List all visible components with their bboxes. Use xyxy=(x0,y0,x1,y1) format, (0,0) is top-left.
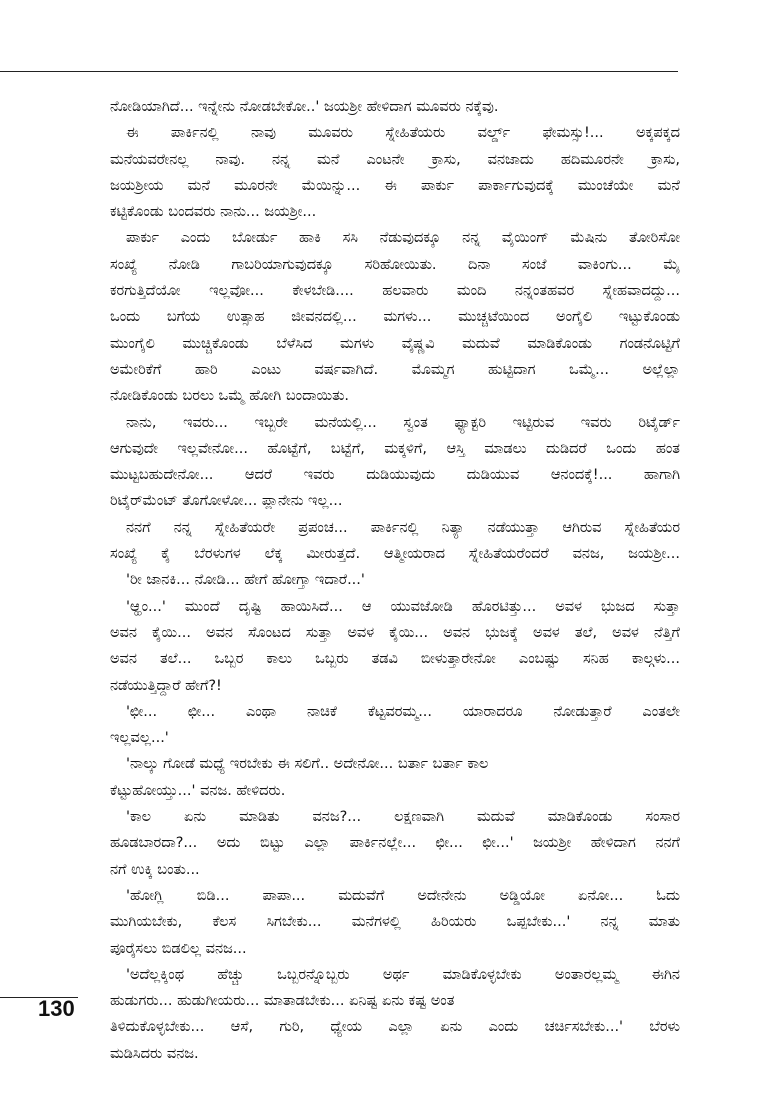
text-line: ತಿಳಿದುಕೊಳ್ಳಬೇಕು... ಆಸೆ, ಗುರಿ, ಧ್ಯೇಯ ಎಲ್ಲಾ ಏನು ಎಂದು ಚರ್ಚಿಸಬೇಕು...' ಬೆರಳು xyxy=(110,1019,680,1036)
text-line: ಪೂರೈಸಲು ಬಿಡಲಿಲ್ಲ ವನಜ... xyxy=(110,940,247,957)
text-line: ನಡೆಯುತ್ತಿದ್ದಾರೆ ಹೇಗೆ?! xyxy=(110,677,222,694)
text-line: ರಿಟೈರ್‌ಮೆಂಟ್ ತೊಗೋಳೋ... ಪ್ಲಾನೇನು ಇಲ್ಲ... xyxy=(110,493,343,510)
text-line: ನಾನು, ಇವರು... ಇಬ್ಬರೇ ಮನೆಯಲ್ಲಿ... ಸ್ವಂತ ಫ್ಯಾಕ್ಟರಿ ಇಟ್ಟಿರುವ ಇವರು ರಿಟೈರ್ಡ್ xyxy=(126,414,680,431)
text-line: ಮಡಿಸಿದರು ವನಜ. xyxy=(110,1045,199,1062)
text-line: ಹುಡುಗರು... ಹುಡುಗೀಯರು... ಮಾತಾಡಬೇಕು... ಏನಿಷ್ಟ ಏನು ಕಷ್ಟ ಅಂತ xyxy=(110,993,455,1010)
text-line: ನನಗೆ ನನ್ನ ಸ್ನೇಹಿತೆಯರೇ ಪ್ರಪಂಚ... ಪಾರ್ಕಿನಲ್ಲಿ ನಿತ್ಯಾ ನಡೆಯುತ್ತಾ ಆಗಿರುವ ಸ್ನೇಹಿತೆಯರ xyxy=(126,519,680,536)
text-line: ನೋಡಿಕೊಂಡು ಬರಲು ಒಮ್ಮೆ ಹೋಗಿ ಬಂದಾಯಿತು. xyxy=(110,388,350,405)
text-line: ಒಂದು ಬಗೆಯ ಉತ್ಸಾಹ ಜೀವನದಲ್ಲಿ... ಮಗಳು... ಮುಚ್ಚಟೆಯಿಂದ ಅಂಗೈಲಿ ಇಟ್ಟುಕೊಂಡು xyxy=(110,309,680,326)
text-line: ಆಗುವುದೇ ಇಲ್ಲವೇನೋ... ಹೊಟ್ಟೆಗೆ, ಬಟ್ಟೆಗೆ, ಮಕ್ಕಳಿಗೆ, ಆಸ್ತಿ ಮಾಡಲು ದುಡಿದರೆ ಒಂದು ಹಂತ xyxy=(110,440,680,457)
text-line: ಇಲ್ಲವಲ್ಲ...' xyxy=(110,730,169,747)
text-line: 'ಛೀ... ಛೀ... ಎಂಥಾ ನಾಚಿಕೆ ಕೆಟ್ಟವರಮ್ಮ... ಯಾರಾದರೂ ನೋಡುತ್ತಾರೆ ಎಂತಲೇ xyxy=(126,703,680,720)
text-line: 'ರೀ ಜಾನಕಿ... ನೋಡಿ... ಹೇಗೆ ಹೋಗ್ತಾ ಇದಾರೆ...' xyxy=(126,572,365,589)
text-line: ಕಟ್ಟಿಕೊಂಡು ಬಂದವರು ನಾನು... ಜಯಶ್ರೀ... xyxy=(110,204,317,221)
text-line: ಈ ಪಾರ್ಕಿನಲ್ಲಿ ನಾವು ಮೂವರು ಸ್ನೇಹಿತೆಯರು ವರ್ಲ್ಡ್ ಫೇಮಸ್ಸು!... ಅಕ್ಕಪಕ್ಕದ xyxy=(126,125,680,142)
body-text xyxy=(110,94,680,1067)
text-line: 'ಕಾಲ ಏನು ಮಾಡಿತು ವನಜ?... ಲಕ್ಷಣವಾಗಿ ಮದುವೆ ಮಾಡಿಕೊಂಡು ಸಂಸಾರ xyxy=(126,809,680,826)
text-line: ಮುಟ್ಟಬಹುದೇನೋ... ಆದರೆ ಇವರು ದುಡಿಯುವುದು ದುಡಿಯುವ ಆನಂದಕ್ಕೆ!... ಹಾಗಾಗಿ xyxy=(110,467,680,484)
text-line: ಕರಗುತ್ತಿದೆಯೋ ಇಲ್ಲವೋ... ಕೇಳಬೇಡಿ.... ಹಲವಾರು ಮಂದಿ ನನ್ನಂತಹವರ ಸ್ನೇಹವಾದದ್ದು... xyxy=(110,283,680,300)
text-line: ಮನೆಯವರೇನಲ್ಲ ನಾವು. ನನ್ನ ಮನೆ ಎಂಟನೇ ಕ್ರಾಸು, ವನಜಾದು ಹದಿಮೂರನೇ ಕ್ರಾಸು, xyxy=(110,151,680,168)
text-line: ಪಾರ್ಕು ಎಂದು ಬೋರ್ಡು ಹಾಕಿ ಸಸಿ ನೆಡುವುದಕ್ಕೂ ನನ್ನ ವೈಯಿಂಗ್ ಮೆಷಿನು ತೋರಿಸೋ xyxy=(126,230,680,247)
text-line: 'ಆ್ಹಂ...' ಮುಂದೆ ದೃಷ್ಟಿ ಹಾಯಿಸಿದೆ... ಆ ಯುವಜೋಡಿ ಹೊರಟಿತ್ತು... ಅವಳ ಭುಜದ ಸುತ್ತಾ xyxy=(126,598,680,615)
page-number: 130 xyxy=(38,996,75,1021)
text-line: ಕೆಟ್ಟುಹೋಯ್ತು...' ವನಜ. ಹೇಳಿದರು. xyxy=(110,782,286,799)
text-line: ಅಮೇರಿಕೆಗೆ ಹಾರಿ ಎಂಟು ವರ್ಷವಾಗಿದೆ. ಮೊಮ್ಮಗ ಹುಟ್ಟಿದಾಗ ಒಮ್ಮೆ... ಅಲ್ಲೆಲ್ಲಾ xyxy=(110,361,680,378)
header-rule xyxy=(0,71,678,72)
text-line: ಸಂಖ್ಯೆ ನೋಡಿ ಗಾಬರಿಯಾಗುವುದಕ್ಕೂ ಸರಿಹೋಯಿತು. ದಿನಾ ಸಂಜೆ ವಾಕಿಂಗು... ಮೈ xyxy=(110,256,680,273)
text-line: 'ನಾಲ್ಕು ಗೋಡೆ ಮಧ್ಯೆ ಇರಬೇಕು ಈ ಸಲಿಗೆ.. ಅದೇನೋ... ಬರ್ತಾ ಬರ್ತಾ ಕಾಲ xyxy=(126,756,489,773)
text-line: ನೋಡಿಯಾಗಿದೆ... ಇನ್ನೇನು ನೋಡಬೇಕೋ..' ಜಯಶ್ರೀ ಹೇಳಿದಾಗ ಮೂವರು ನಕ್ಕೆವು. xyxy=(110,99,499,115)
text-line: 'ಅದೆಲ್ಲಕ್ಕಿಂಥ ಹೆಚ್ಚು ಒಬ್ಬರನ್ನೊಬ್ಬರು ಅರ್ಥ ಮಾಡಿಕೊಳ್ಳಬೇಕು ಅಂತಾರಲ್ಲಮ್ಮ ಈಗಿನ xyxy=(126,966,680,983)
text-line: ಅವನ ಕೈಯಿ... ಅವನ ಸೊಂಟದ ಸುತ್ತಾ ಅವಳ ಕೈಯಿ... ಅವನ ಭುಜಕ್ಕೆ ಅವಳ ತಲೆ, ಅವಳ ನೆತ್ತಿಗೆ xyxy=(110,624,680,641)
text-line: ಅವನ ತಲೆ... ಒಬ್ಬರ ಕಾಲು ಒಬ್ಬರು ತಡವಿ ಬೀಳುತ್ತಾರೇನೋ ಎಂಬಷ್ಟು ಸನಿಹ ಕಾಲ್ಗಳು... xyxy=(110,651,680,668)
text-line: ಮುಗಿಯಬೇಕು, ಕೆಲಸ ಸಿಗಬೇಕು... ಮನೆಗಳಲ್ಲಿ ಹಿರಿಯರು ಒಪ್ಪಬೇಕು...' ನನ್ನ ಮಾತು xyxy=(110,914,680,931)
text-line: ಸಂಖ್ಯೆ ಕೈ ಬೆರಳುಗಳ ಲೆಕ್ಕ ಮೀರುತ್ತದೆ. ಆತ್ಮೀಯರಾದ ಸ್ನೇಹಿತೆಯರೆಂದರೆ ವನಜ, ಜಯಶ್ರೀ... xyxy=(110,546,680,563)
text-line: ಮುಂಗೈಲಿ ಮುಚ್ಚಿಕೊಂಡು ಬೆಳೆಸಿದ ಮಗಳು ವೈಷ್ಣವಿ ಮದುವೆ ಮಾಡಿಕೊಂಡು ಗಂಡನೊಟ್ಟಿಗೆ xyxy=(110,335,680,352)
text-line: ಜಯಶ್ರೀಯ ಮನೆ ಮೂರನೇ ಮೆಯಿನ್ನು... ಈ ಪಾರ್ಕು ಪಾರ್ಕಾಗುವುದಕ್ಕೆ ಮುಂಚೆಯೇ ಮನೆ xyxy=(110,177,680,194)
text-line: 'ಹೋಗ್ಲಿ ಬಿಡಿ... ಪಾಪಾ... ಮದುವೆಗೆ ಅದೇನೇನು ಅಡ್ಡಿಯೋ ಏನೋ... ಓದು xyxy=(126,887,680,904)
text-line: ಹೂಡಬಾರದಾ?... ಅದು ಬಿಟ್ಟು ಎಲ್ಲಾ ಪಾರ್ಕಿನಲ್ಲೇ... ಛೀ... ಛೀ...' ಜಯಶ್ರೀ ಹೇಳಿದಾಗ ನನಗೆ xyxy=(110,835,680,852)
text-line: ನಗೆ ಉಕ್ಕಿ ಬಂತು... xyxy=(110,861,200,878)
